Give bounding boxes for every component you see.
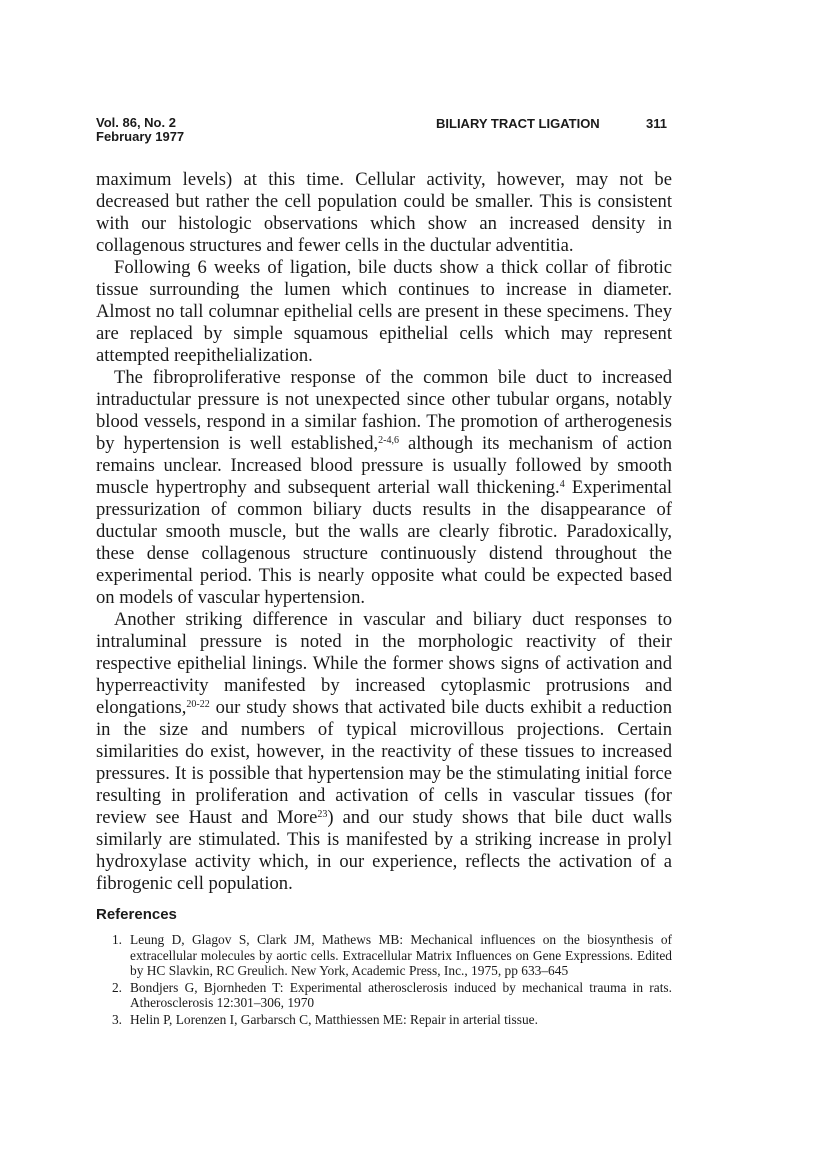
references-list (96, 932, 672, 1028)
citation-superscript: 23 (317, 809, 328, 820)
reference-number: 1. (111, 932, 122, 947)
reference-item (96, 1012, 672, 1028)
references-heading: References (96, 906, 177, 923)
paragraph-3-text-b: although its mechanism of action remains unclear. Increased blood pressure is usually followed by smooth muscle hypertrophy and subsequent arterial wall thickening. (96, 433, 672, 498)
running-title: BILIARY TRACT LIGATION (436, 116, 600, 131)
reference-text: Bondjers G, Bjornheden T: Experimental atherosclerosis induced by mechanical trauma in rats. Atherosclerosis 12:301–306, 1970 (130, 979, 672, 1010)
citation-superscript: 20-22 (186, 699, 210, 710)
paragraph-2: Following 6 weeks of ligation, bile ducts show a thick collar of fibrotic tissue surrounding the lumen which continues to increase in diameter. Almost no tall columnar epithelial cells are present in these specimens. They are replaced by simple squamous epithelial cells which may represent attempted reepithelialization. (96, 257, 672, 366)
reference-item (96, 932, 672, 979)
article-body (96, 169, 672, 895)
paragraph-3-text-a: The fibroproliferative response of the common bile duct to increased intraductular pressure is not unexpected since other tubular organs, notably blood vessels, respond in a similar fashion. The promotion of artherogenesis by hypertension is well established, (96, 367, 672, 454)
citation-superscript: 2-4,6 (378, 435, 399, 446)
paragraph-4-text-b: our study shows that activated bile ducts exhibit a reduction in the size and numbers of typical microvillous projections. Certain similarities do exist, however, in the reactivity of these tissues to increased pressures. It is possible that hypertension may be the stimulating initial force resulting in proliferation and activation of cells in vascular tissues (for review see Haust and More (96, 697, 672, 828)
reference-number: 3. (111, 1011, 122, 1027)
reference-text: Leung D, Glagov S, Clark JM, Mathews MB: Mechanical influences on the biosynthesis of extracellular molecules by aortic cells. Extracellular Matrix Influences on Gene Expressions. Edited by HC Slavkin, RC Greulich. New York, Academic Press, Inc., 1975, pp 633–645 (130, 932, 672, 978)
reference-item (96, 980, 672, 1011)
paragraph-4 (96, 609, 672, 895)
paragraph-3-text-c: Experimental pressurization of common biliary ducts results in the disappearance of ductular smooth muscle, but the walls are clearly fibrotic. Paradoxically, these dense collagenous structure continuously distend throughout the experimental period. This is nearly opposite what could be expected based on models of vascular hypertension. (96, 477, 673, 608)
paragraph-4-text-c: ) and our study shows that bile duct walls similarly are stimulated. This is manifested by a striking increase in prolyl hydroxylase activity which, in our experience, reflects the activation of a fibrogenic cell population. (96, 807, 672, 894)
volume-number: Vol. 86, No. 2 (96, 115, 176, 130)
paragraph-4-text-a: Another striking difference in vascular and biliary duct responses to intraluminal pressure is noted in the morphologic reactivity of their respective epithelial linings. While the former shows signs of activation and hyperreactivity manifested by increased cytoplasmic protrusions and elongations, (96, 609, 672, 718)
reference-text: Helin P, Lorenzen I, Garbarsch C, Matthiessen ME: Repair in arterial tissue. (130, 1011, 538, 1027)
journal-issue-info (96, 116, 184, 144)
citation-superscript: 4 (559, 479, 565, 490)
page-number: 311 (646, 116, 667, 131)
issue-date: February 1977 (96, 129, 185, 144)
paragraph-3 (96, 367, 672, 609)
reference-number: 2. (111, 979, 122, 995)
paragraph-1: maximum levels) at this time. Cellular activity, however, may not be decreased but rather the cell population could be smaller. This is consistent with our histologic observations which show an increased density in collagenous structures and fewer cells in the ductular adventitia. (96, 169, 672, 256)
